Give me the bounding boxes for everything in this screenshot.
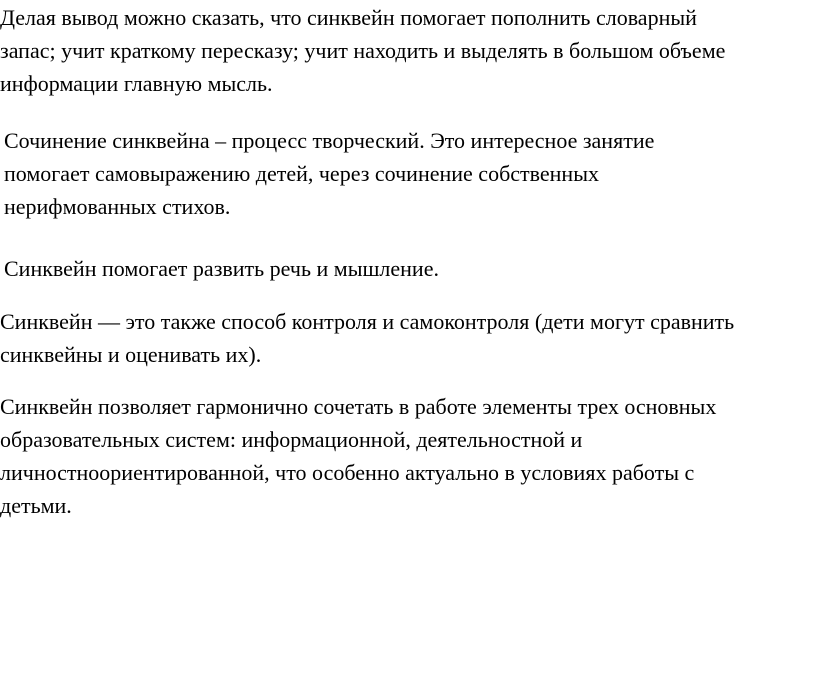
paragraph-speech-development: Синквейн помогает развить речь и мышление.	[4, 256, 439, 281]
paragraph-self-control: Синквейн — это также способ контроля и самоконтроля (дети могут сравнить синквейны и оценивать их).	[0, 309, 735, 367]
paragraph-conclusion: Делая вывод можно сказать, что синквейн помогает пополнить словарный запас; учит краткому пересказу; учит находить и выделять в большом объеме информации главную мысль.	[0, 5, 726, 96]
paragraph-creative-process: Сочинение синквейна – процесс творческий. Это интересное занятие помогает самовыражению детей, через сочинение собственных нерифмованных стихов.	[4, 128, 655, 219]
paragraph-educational-systems: Синквейн позволяет гармонично сочетать в работе элементы трех основных образовательных систем: информационной, деятельностной и личностноориентированной, что особенно актуально в условиях работы с детьми.	[0, 394, 717, 518]
